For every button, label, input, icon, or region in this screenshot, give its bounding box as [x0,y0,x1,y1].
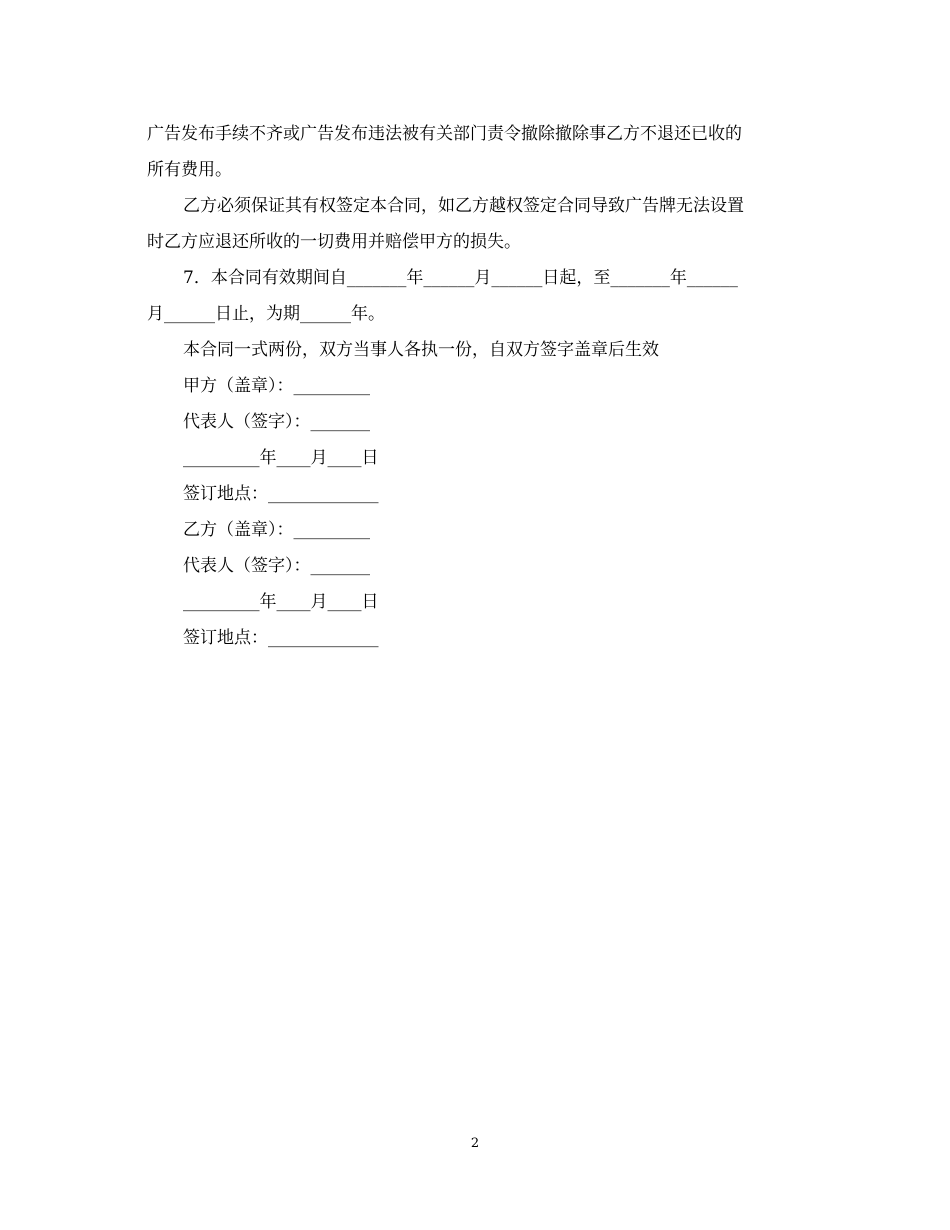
page-number: 2 [470,1136,480,1151]
party-b-representative-line: 代表人（签字）：_______ [183,556,370,576]
paragraph-2: 乙方必须保证其有权签定本合同，如乙方越权签定合同导致广告牌无法设置 [183,196,744,216]
party-b-location-line: 签订地点：_____________ [183,628,379,648]
paragraph-1: 广告发布手续不齐或广告发布违法被有关部门责令撤除撤除事乙方不退还已收的 [147,124,742,144]
paragraph-2-cont: 时乙方应退还所收的一切费用并赔偿甲方的损失。 [147,232,521,252]
paragraph-validity-cont: 月______日止，为期______年。 [147,304,385,324]
party-a-date-line: _________年____月____日 [183,448,379,468]
party-a-seal-line: 甲方（盖章）：_________ [183,376,370,396]
party-a-representative-line: 代表人（签字）：_______ [183,412,370,432]
paragraph-1-cont: 所有费用。 [147,160,232,180]
party-a-location-line: 签订地点：_____________ [183,484,379,504]
document-body [147,116,807,656]
paragraph-copies: 本合同一式两份，双方当事人各执一份，自双方签字盖章后生效 [183,340,659,360]
paragraph-validity: 7．本合同有效期间自_______年______月______日起，至_______年______ [183,268,738,288]
party-b-date-line: _________年____月____日 [183,592,379,612]
party-b-seal-line: 乙方（盖章）：_________ [183,520,370,540]
